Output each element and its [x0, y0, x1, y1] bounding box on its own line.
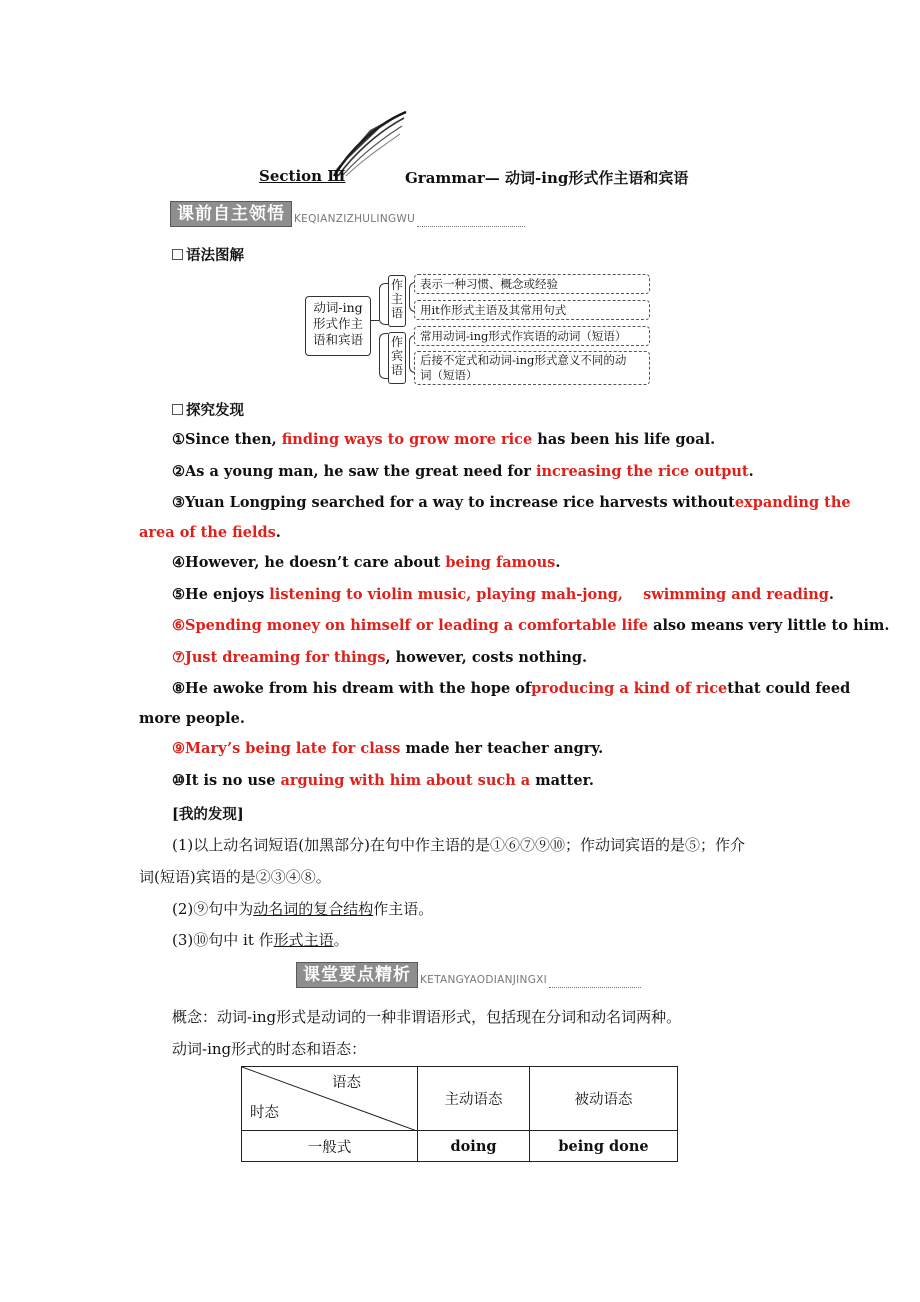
concept-table-caption: 动词-ing形式的时态和语态：	[172, 1040, 367, 1058]
header-passive-voice: 被动语态	[530, 1067, 678, 1131]
section-number: Section Ⅲ	[259, 167, 346, 185]
banner-preview	[170, 203, 525, 227]
banner-lesson-dots	[549, 967, 641, 988]
finding-1: (1)以上动名词短语(加黑部分)在句中作主语的是①⑥⑦⑨⑩；作动词宾语的是⑤；作介	[172, 836, 745, 854]
sentence-4: ④However, he doesn’t care about being famous.	[172, 554, 561, 571]
checkbox-icon	[172, 249, 183, 260]
banner-preview-pinyin: KEQIANZIZHULINGWU	[294, 213, 416, 225]
concept-text: 概念：动词-ing形式是动词的一种非谓语形式，包括现在分词和动名词两种。	[172, 1008, 682, 1026]
finding-1-cont: 词(短语)宾语的是②③④⑧。	[139, 868, 331, 886]
mindmap-subject-label: 作主语	[388, 275, 406, 327]
brace-stem	[371, 320, 379, 321]
sentence-6: ⑥Spending money on himself or leading a comfortable life also means very little to him.	[172, 617, 890, 634]
header-active-voice: 主动语态	[418, 1067, 530, 1131]
section-title: Grammar— 动词-ing形式作主语和宾语	[405, 169, 689, 187]
grammar-map-heading: 语法图解	[172, 244, 244, 265]
row-simple-label: 一般式	[242, 1131, 418, 1162]
sentence-2: ②As a young man, he saw the great need for increasing the rice output.	[172, 463, 754, 480]
sentence-9: ⑨Mary’s being late for class made her teacher angry.	[172, 740, 604, 757]
sentence-10: ⑩It is no use arguing with him about such a matter.	[172, 772, 594, 789]
table-corner-cell	[242, 1067, 418, 1131]
explore-heading: 探究发现	[172, 399, 244, 420]
sentence-7: ⑦Just dreaming for things, however, costs nothing.	[172, 649, 588, 666]
mindmap-object-label: 作宾语	[388, 332, 406, 384]
findings-heading: [我的发现]	[172, 806, 244, 823]
tense-voice-table	[241, 1066, 678, 1162]
finding-3: (3)⑩句中 it 作形式主语。	[172, 931, 349, 949]
corner-voice-label: 语态	[332, 1075, 361, 1091]
banner-preview-dots	[417, 206, 525, 227]
mindmap-leaf-difference: 后接不定式和动词-ing形式意义不同的动 词（短语）	[414, 351, 650, 385]
banner-lesson	[296, 964, 641, 988]
mindmap-leaf-habit: 表示一种习惯、概念或经验	[414, 274, 650, 294]
brace-top	[379, 283, 388, 325]
banner-lesson-label: 课堂要点精析	[296, 962, 418, 988]
sentence-8: ⑧He awoke from his dream with the hope of producing a kind of rice that could feed	[172, 680, 851, 697]
mindmap-root: 动词-ing 形式作主 语和宾语	[305, 296, 371, 356]
banner-preview-label: 课前自主领悟	[170, 201, 292, 227]
row-simple-active: doing	[418, 1131, 530, 1162]
brace-bottom	[379, 333, 388, 379]
banner-lesson-pinyin: KETANGYAODIANJINGXI	[420, 974, 548, 986]
corner-tense-label: 时态	[250, 1105, 279, 1121]
mindmap-leaf-formal-it: 用it作形式主语及其常用句式	[414, 300, 650, 320]
sentence-3-cont: area of the fields.	[139, 524, 281, 541]
row-simple-passive: being done	[530, 1131, 678, 1162]
sentence-8-cont: more people.	[139, 710, 245, 727]
sentence-3: ③Yuan Longping searched for a way to increase rice harvests without expanding the	[172, 494, 851, 511]
finding-2: (2)⑨句中为动名词的复合结构作主语。	[172, 900, 434, 918]
sentence-1: ①Since then, finding ways to grow more rice has been his life goal.	[172, 431, 716, 448]
checkbox-icon	[172, 404, 183, 415]
sentence-5: ⑤He enjoys listening to violin music, playing mah-jong, swimming and reading.	[172, 586, 834, 603]
mindmap-leaf-verbs: 常用动词-ing形式作宾语的动词（短语）	[414, 326, 650, 346]
